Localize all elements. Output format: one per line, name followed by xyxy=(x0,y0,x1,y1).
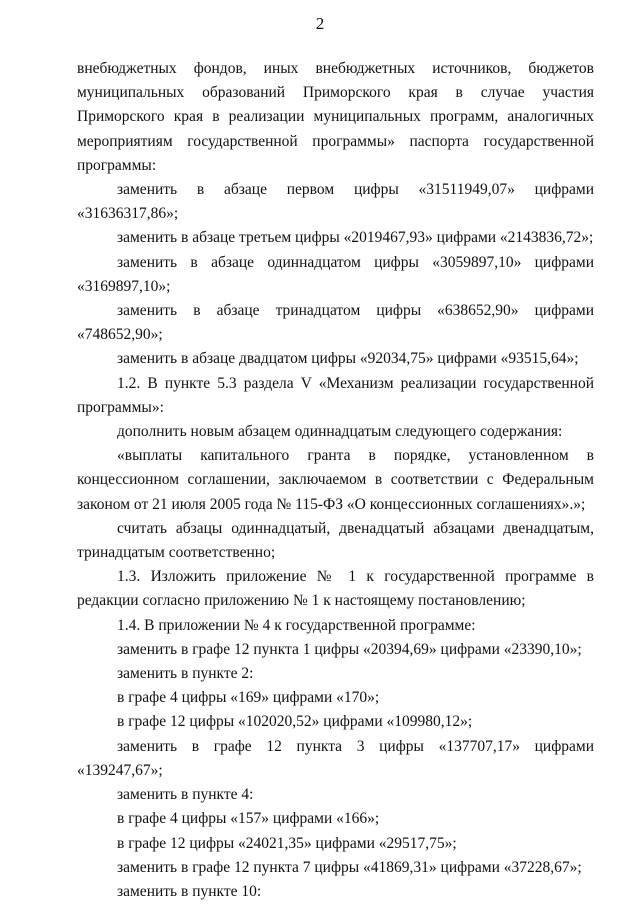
paragraph: в графе 4 цифры «169» цифрами «170»; xyxy=(117,689,380,707)
paragraph: заменить в абзаце одиннадцатом цифры «3059897,10» цифрами «3169897,10»; xyxy=(77,253,594,295)
paragraph: 1.2. В пункте 5.3 раздела V «Механизм реализации государственной программы»: xyxy=(77,374,594,416)
paragraph: в графе 12 цифры «24021,35» цифрами «29517,75»; xyxy=(117,834,457,852)
paragraph: заменить в пункте 4: xyxy=(117,786,254,804)
page-number: 2 xyxy=(315,14,325,33)
paragraph: заменить в графе 12 пункта 7 цифры «41869,31» цифрами «37228,67»; xyxy=(117,858,582,876)
paragraph: заменить в абзаце третьем цифры «2019467,93» цифрами «2143836,72»; xyxy=(117,229,594,247)
paragraph: 1.4. В приложении № 4 к государственной программе: xyxy=(117,616,476,634)
paragraph: в графе 4 цифры «157» цифрами «166»; xyxy=(117,810,380,828)
paragraph: заменить в абзаце первом цифры «31511949,07» цифрами «31636317,86»; xyxy=(77,181,594,223)
paragraph: дополнить новым абзацем одиннадцатым следующего содержания: xyxy=(117,423,563,441)
paragraph: 1.3. Изложить приложение № 1 к государственной программе в редакции согласно приложению № 1 к настоящему постановлению; xyxy=(77,568,594,610)
paragraph: заменить в пункте 2: xyxy=(117,665,254,683)
paragraph: заменить в абзаце двадцатом цифры «92034,75» цифрами «93515,64»; xyxy=(117,350,579,368)
paragraph: в графе 12 цифры «102020,52» цифрами «109980,12»; xyxy=(117,713,473,731)
paragraph: «выплаты капитального гранта в порядке, установленном в концессионном соглашении, заключаемом в соответствии с Федеральным законом от 21 июля 2005 года № 115-ФЗ «О концессионных соглашениях».»; xyxy=(77,447,594,513)
paragraph: заменить в пункте 10: xyxy=(117,882,262,900)
paragraph: заменить в абзаце тринадцатом цифры «638652,90» цифрами «748652,90»; xyxy=(77,302,594,344)
paragraph: заменить в графе 12 пункта 3 цифры «137707,17» цифрами «139247,67»; xyxy=(77,737,594,779)
document-body xyxy=(77,57,594,904)
paragraph: заменить в графе 12 пункта 1 цифры «20394,69» цифрами «23390,10»; xyxy=(117,640,582,658)
paragraph-continuation: внебюджетных фондов, иных внебюджетных источников, бюджетов муниципальных образований Приморского края в случае участия Приморского края в реализации муниципальных программ, аналогичных мероприятиям государственной программы» паспорта государственной программы: xyxy=(77,60,594,174)
paragraph: считать абзацы одиннадцатый, двенадцатый абзацами двенадцатым, тринадцатым соответственно; xyxy=(77,519,594,562)
